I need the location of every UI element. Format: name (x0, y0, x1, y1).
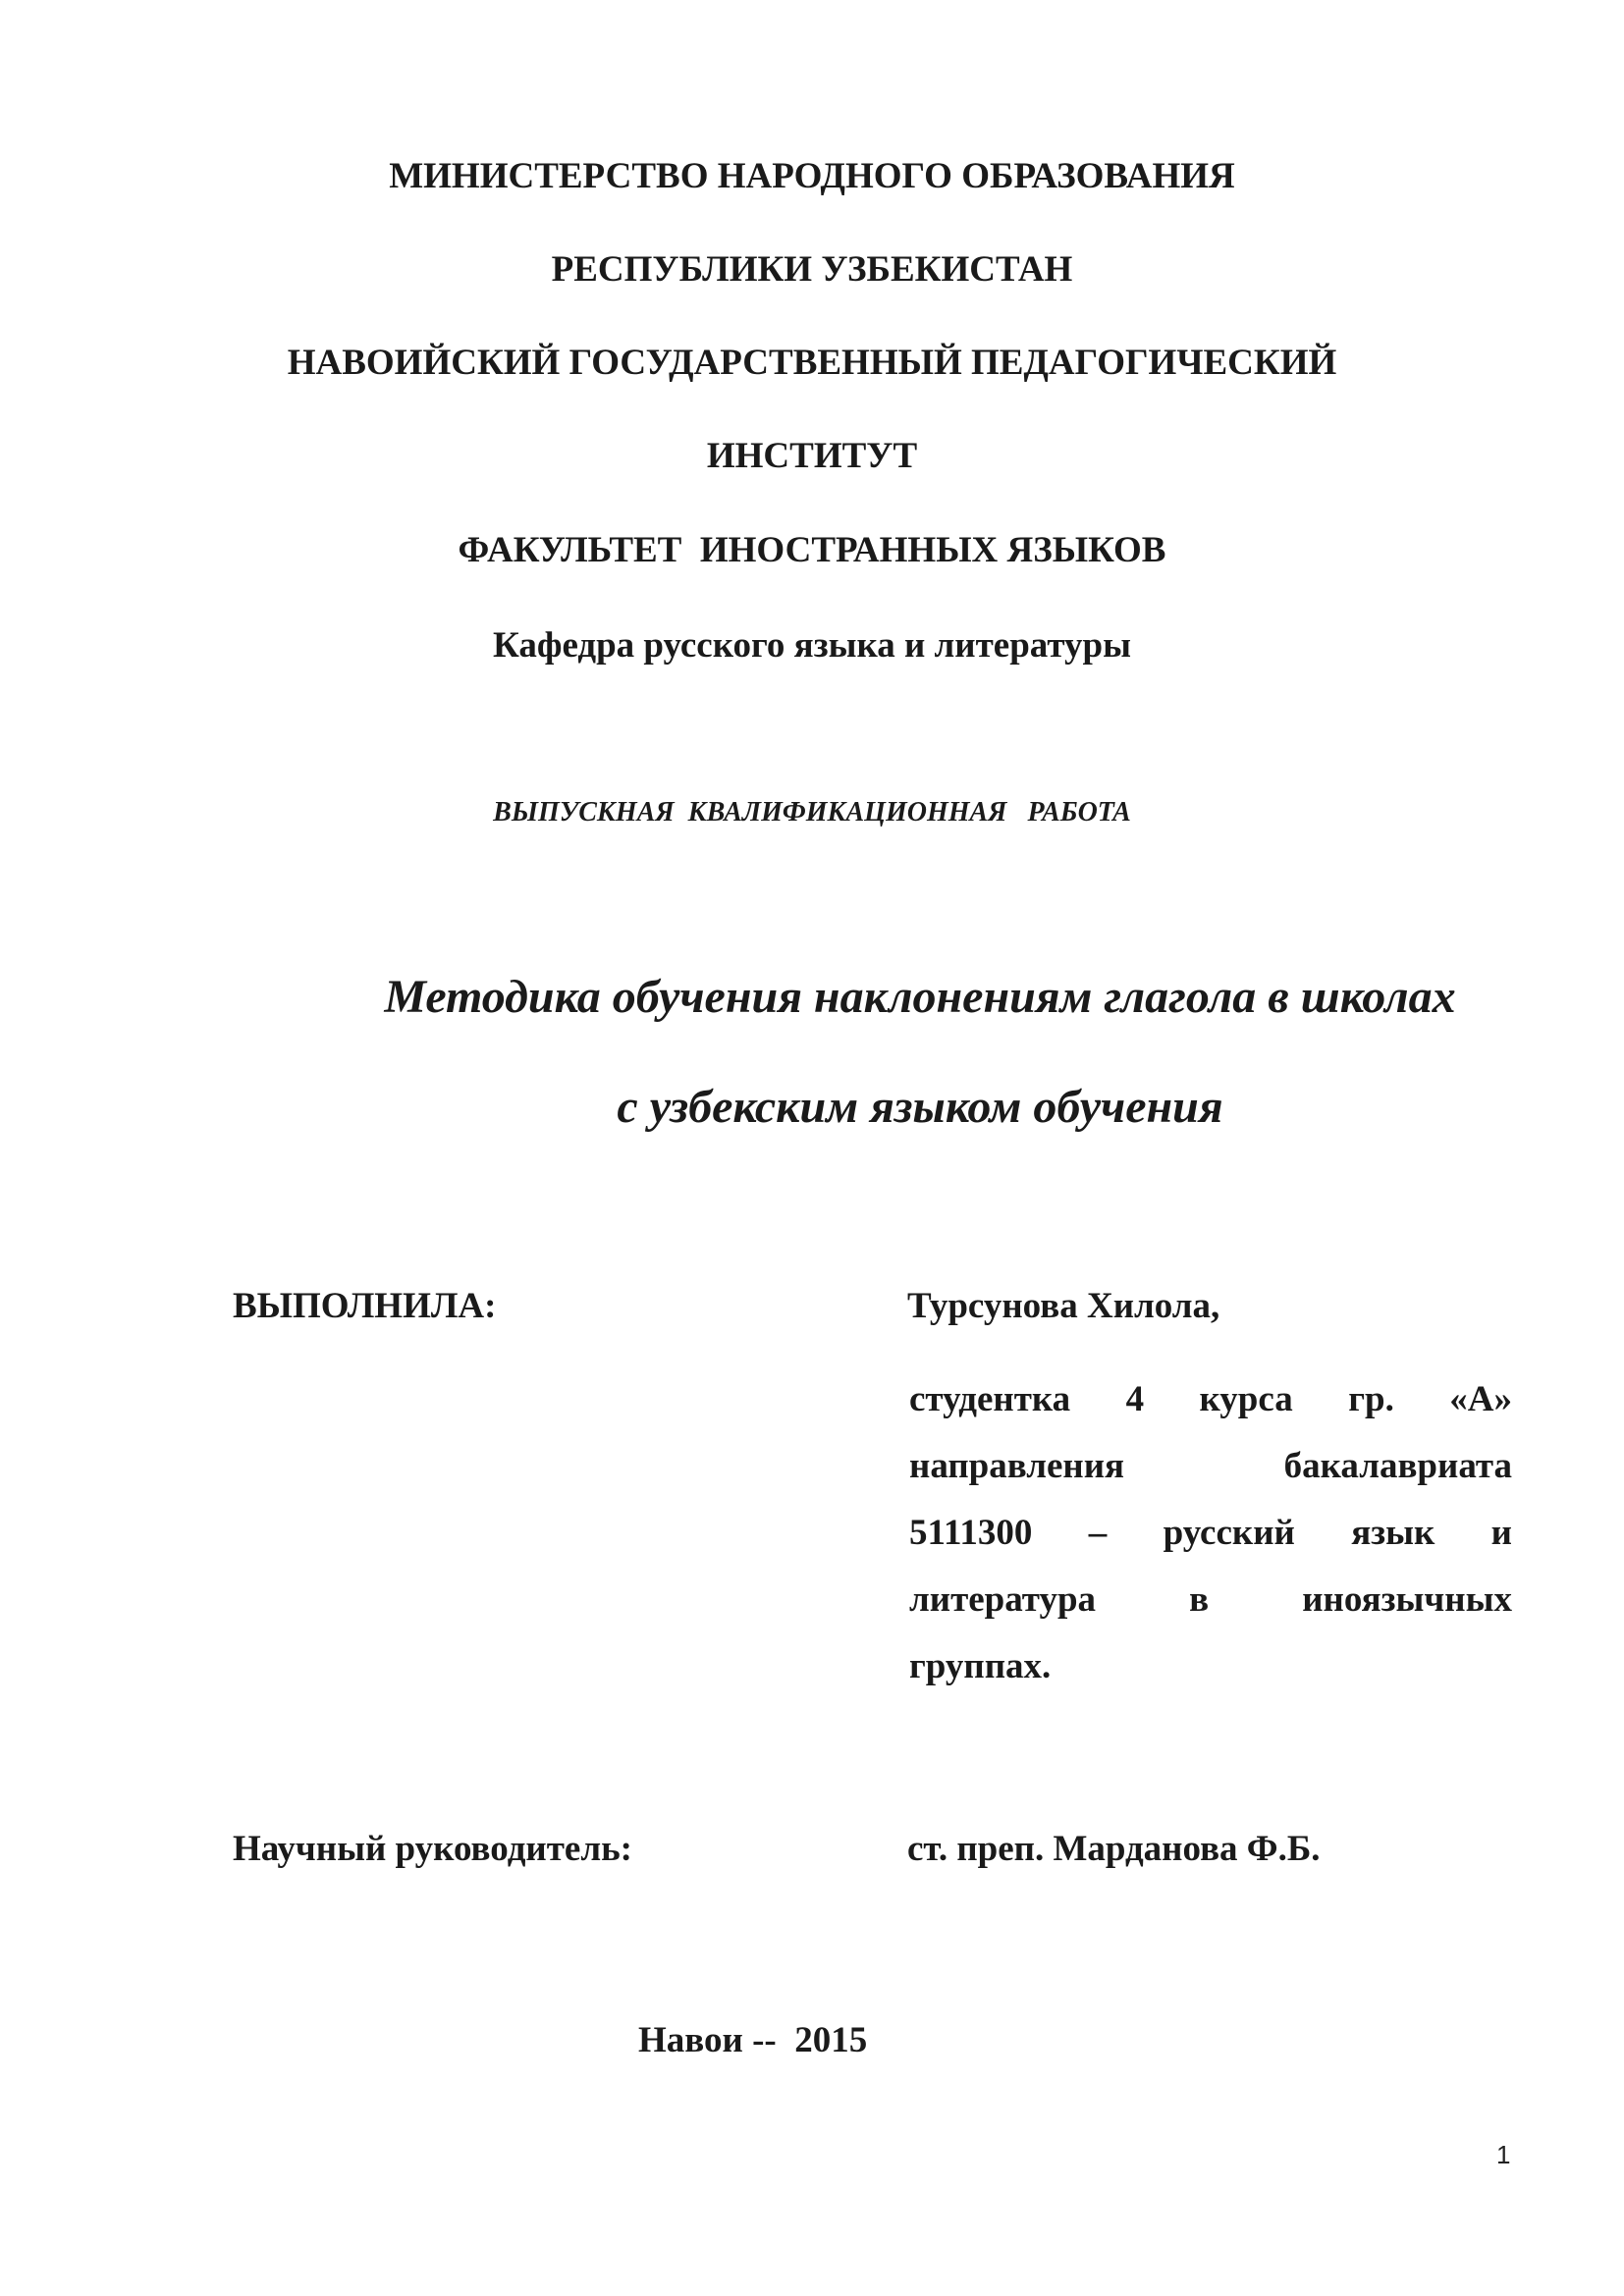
author-details (909, 1366, 1512, 1700)
word: направления (909, 1446, 1125, 1486)
author-details-line (909, 1366, 1512, 1433)
page-number: 1 (1496, 2140, 1511, 2169)
word: 4 (1125, 1379, 1145, 1419)
word: студентка (909, 1379, 1071, 1419)
word: язык (1351, 1513, 1435, 1553)
author-details-line (909, 1567, 1512, 1633)
supervisor-label: Научный руководитель: (233, 1829, 632, 1869)
author-details-line (909, 1433, 1512, 1500)
place-year: Навои -- 2015 (638, 2020, 868, 2060)
word: – (1088, 1513, 1108, 1553)
faculty-line: ФАКУЛЬТЕТ ИНОСТРАННЫХ ЯЗЫКОВ (458, 530, 1166, 570)
ministry-line-1: МИНИСТЕРСТВО НАРОДНОГО ОБРАЗОВАНИЯ (389, 156, 1235, 196)
word: «А» (1449, 1379, 1512, 1419)
word: в (1189, 1579, 1210, 1620)
author-details-line (909, 1500, 1512, 1567)
author-details-line (909, 1633, 1512, 1700)
ministry-line-2: РЕСПУБЛИКИ УЗБЕКИСТАН (551, 249, 1073, 290)
supervisor-name: ст. преп. Марданова Ф.Б. (907, 1829, 1321, 1869)
work-type: ВЫПУСКНАЯ КВАЛИФИКАЦИОННАЯ РАБОТА (493, 797, 1131, 828)
author-name: Турсунова Хилола, (907, 1286, 1220, 1326)
word: гр. (1348, 1379, 1394, 1419)
word: и (1490, 1513, 1512, 1553)
word: бакалавриата (1283, 1446, 1512, 1486)
department-line: Кафедра русского языка и литературы (493, 625, 1131, 666)
word: 5111300 (909, 1513, 1033, 1553)
thesis-title-line-1: Методика обучения наклонениям глагола в школах (384, 971, 1456, 1023)
institute-line-2: ИНСТИТУТ (706, 436, 918, 476)
word: литература (909, 1579, 1097, 1620)
word: русский (1163, 1513, 1295, 1553)
author-label: ВЫПОЛНИЛА: (233, 1286, 497, 1326)
thesis-title-line-2: с узбекским языком обучения (617, 1081, 1223, 1133)
word: группах. (909, 1646, 1052, 1686)
word: курса (1199, 1379, 1293, 1419)
word: иноязычных (1302, 1579, 1512, 1620)
institute-line-1: НАВОИЙСКИЙ ГОСУДАРСТВЕННЫЙ ПЕДАГОГИЧЕСКИЙ (287, 343, 1337, 383)
